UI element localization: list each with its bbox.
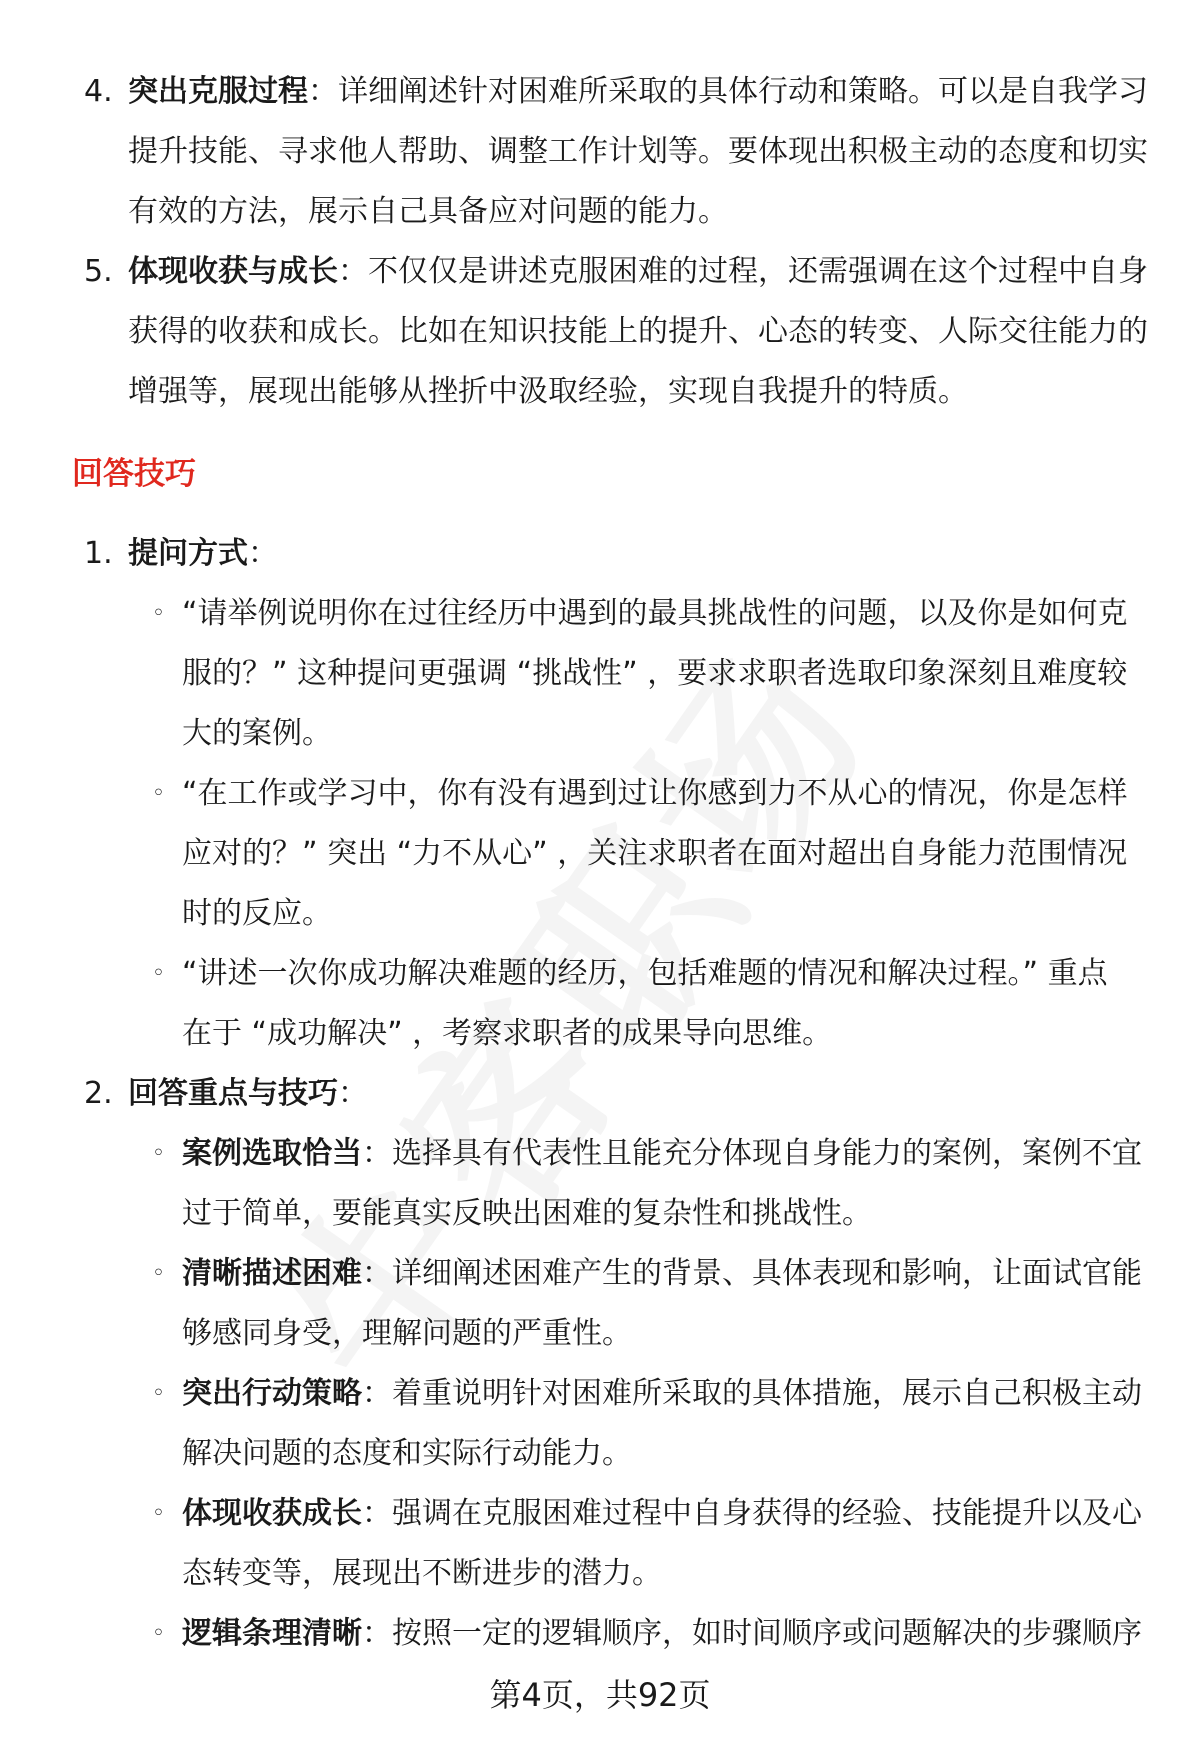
item-number: 1. <box>84 536 113 571</box>
bullet-icon: ◦ <box>152 1261 165 1286</box>
bullet-icon: ◦ <box>152 961 165 986</box>
item-title: 体现收获与成长 <box>128 254 338 289</box>
item-text: 按照一定的逻辑顺序，如时间顺序或问题解决的步骤顺序 <box>392 1616 1142 1651</box>
sub-item-title: 案例选取恰当 <box>182 1136 362 1171</box>
item-text: 不仅仅是讲述克服困难的过程，还需强调在这个过程中自身 <box>368 254 1148 289</box>
item-text: 强调在克服困难过程中自身获得的经验、技能提升以及心 <box>392 1496 1142 1531</box>
bullet-icon: ◦ <box>152 1621 165 1646</box>
bullet-icon: ◦ <box>152 1141 165 1166</box>
sub-list-item: ◦ 体现收获成长：强调在克服困难过程中自身获得的经验、技能提升以及心 态转变等，展现出不断进步的潜力。 <box>72 1484 1152 1604</box>
sub-item-title: 体现收获成长 <box>182 1496 362 1531</box>
item-title: 突出克服过程 <box>128 74 308 109</box>
list-item-5: 5. 体现收获与成长：不仅仅是讲述克服困难的过程，还需强调在这个过程中自身 获得的收获和成长。比如在知识技能上的提升、心态的转变、人际交往能力的 增强等，展现出能够从挫折中汲取经验，实现自我提升的特质。 <box>72 242 1152 422</box>
item-text: 增强等，展现出能够从挫折中汲取经验，实现自我提升的特质。 <box>128 374 968 409</box>
content <box>72 62 1152 1664</box>
item-text: 时的反应。 <box>182 896 332 931</box>
item-text: 详细阐述针对困难所采取的具体行动和策略。可以是自我学习 <box>338 74 1148 109</box>
sub-list-item <box>72 584 1152 764</box>
item-title: 回答重点与技巧 <box>128 1076 338 1111</box>
item-text: 过于简单，要能真实反映出困难的复杂性和挑战性。 <box>182 1196 872 1231</box>
bullet-icon: ◦ <box>152 1381 165 1406</box>
sub-item-title: 清晰描述困难 <box>182 1256 362 1291</box>
item-text: 应对的？” 突出 “力不从心” ，关注求职者在面对超出自身能力范围情况 <box>182 836 1128 871</box>
sub-list-item <box>72 944 1152 1064</box>
item-text: 提升技能、寻求他人帮助、调整工作计划等。要体现出积极主动的态度和切实 <box>128 134 1148 169</box>
item-text: 获得的收获和成长。比如在知识技能上的提升、心态的转变、人际交往能力的 <box>128 314 1148 349</box>
item-text: 选择具有代表性且能充分体现自身能力的案例，案例不宜 <box>392 1136 1142 1171</box>
sub-item-title: 突出行动策略 <box>182 1376 362 1411</box>
item-text: 服的？” 这种提问更强调 “挑战性” ，要求求职者选取印象深刻且难度较 <box>182 656 1128 691</box>
bullet-icon: ◦ <box>152 601 165 626</box>
item-text: “在工作或学习中，你有没有遇到过让你感到力不从心的情况，你是怎样 <box>182 776 1128 811</box>
item-text: 在于 “成功解决” ，考察求职者的成果导向思维。 <box>182 1016 833 1051</box>
bullet-icon: ◦ <box>152 1501 165 1526</box>
section-heading: 回答技巧 <box>72 456 196 492</box>
item-text: 着重说明针对困难所采取的具体措施，展示自己积极主动 <box>392 1376 1142 1411</box>
page-number: 第4页，共92页 <box>489 1676 711 1714</box>
sub-item-title: 逻辑条理清晰 <box>182 1616 362 1651</box>
sub-list-item: ◦ 清晰描述困难：详细阐述困难产生的背景、具体表现和影响，让面试官能 够感同身受，理解问题的严重性。 <box>72 1244 1152 1364</box>
item-text: “讲述一次你成功解决难题的经历，包括难题的情况和解决过程。” 重点 <box>182 956 1108 991</box>
item-number: 5. <box>84 254 113 289</box>
item-number: 4. <box>84 74 113 109</box>
item-text: 态转变等，展现出不断进步的潜力。 <box>182 1556 662 1591</box>
item-number: 2. <box>84 1076 113 1111</box>
sub-list-item: ◦ 逻辑条理清晰：按照一定的逻辑顺序，如时间顺序或问题解决的步骤顺序 <box>72 1604 1152 1664</box>
item-text: 大的案例。 <box>182 716 332 751</box>
list-item-answer-tips: 2. 回答重点与技巧： ◦ 案例选取恰当：选择具有代表性且能充分体现自身能力的案例，案例不宜 过于简单，要能真实反映出困难的复杂性和挑战性。 ◦ 清晰描述困难：详细阐述困难产生的背景、具体表现和影响，让面试官能 够感同身受，理解问题的严重性。 ◦ 突出行动策略：着重说明针对困难所采取的具体措施，展示自己积极主动 解决问题的态度和实际行动能力。 ◦ 体现收获成长：强调在克服困难过程中自身获得的经验、技能提升以及心 态转变等，展现出不断进步的潜力。 ◦ 逻辑条理清晰：按照一定的逻辑顺序，如时间顺序或问题解决的步骤顺序 <box>72 1064 1152 1664</box>
item-text: 够感同身受，理解问题的严重性。 <box>182 1316 632 1351</box>
sub-list-item: ◦ 突出行动策略：着重说明针对困难所采取的具体措施，展示自己积极主动 解决问题的态度和实际行动能力。 <box>72 1364 1152 1484</box>
item-text: 有效的方法，展示自己具备应对问题的能力。 <box>128 194 728 229</box>
item-text: 解决问题的态度和实际行动能力。 <box>182 1436 632 1471</box>
item-text: 详细阐述困难产生的背景、具体表现和影响，让面试官能 <box>392 1256 1142 1291</box>
list-item-questioning: 1. 提问方式： ◦ “请举例说明你在过往经历中遇到的最具挑战性的问题，以及你是如何克 服的？” 这种提问更强调 “挑战性” ，要求求职者选取印象深刻且难度较 大的案例。 ◦ “在工作或学习中，你有没有遇到过让你感到力不从心的情况，你是怎样 应对的？” 突出 “力不从心” ，关注求职者在面对超出自身能力范围情况 时的反应。 ◦ “讲述一次你成功解决难题的经历，包括难题的情况和解决过程。” 重点 在于 “成功解决” ，考察求职者的成果导向思维。 <box>72 524 1152 1064</box>
sub-list-item: ◦ 案例选取恰当：选择具有代表性且能充分体现自身能力的案例，案例不宜 过于简单，要能真实反映出困难的复杂性和挑战性。 <box>72 1124 1152 1244</box>
list-item-4: 4. 突出克服过程：详细阐述针对困难所采取的具体行动和策略。可以是自我学习 提升技能、寻求他人帮助、调整工作计划等。要体现出积极主动的态度和切实 有效的方法，展示自己具备应对问题的能力。 <box>72 62 1152 242</box>
sub-list-item <box>72 764 1152 944</box>
item-text: “请举例说明你在过往经历中遇到的最具挑战性的问题，以及你是如何克 <box>182 596 1128 631</box>
bullet-icon: ◦ <box>152 781 165 806</box>
item-title: 提问方式 <box>128 536 248 571</box>
